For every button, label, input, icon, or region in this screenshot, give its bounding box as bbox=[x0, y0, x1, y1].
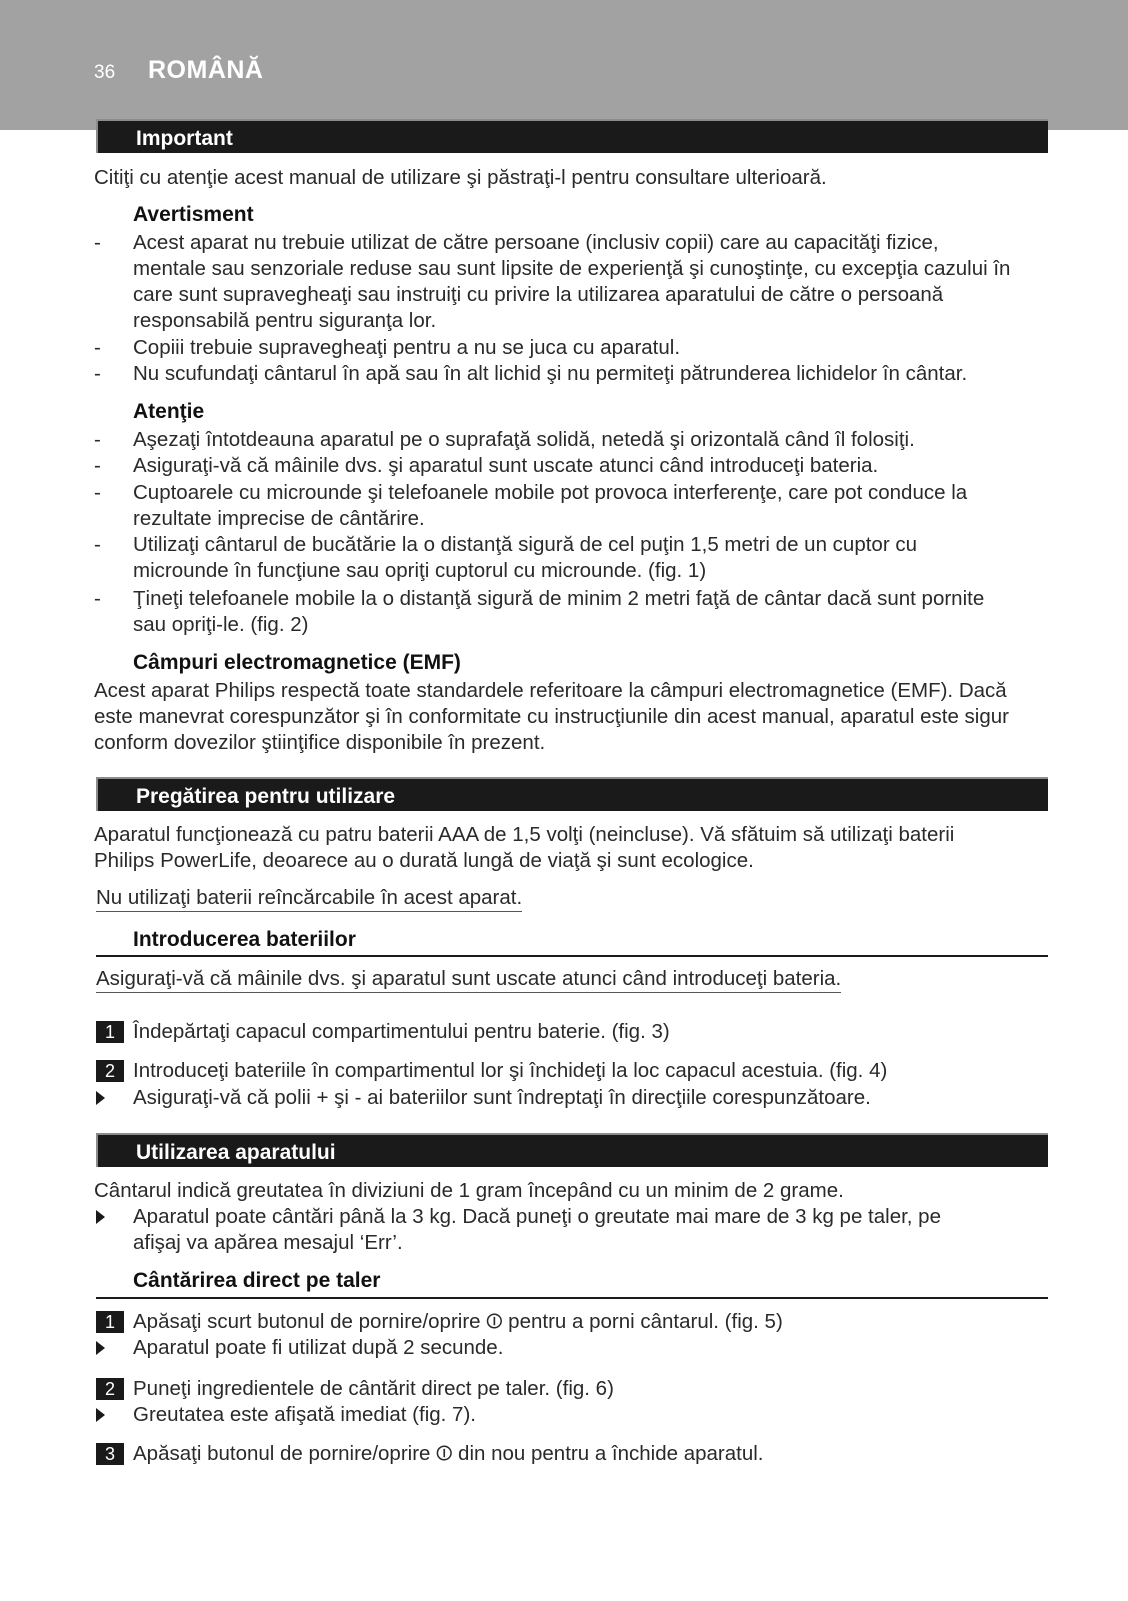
heading-rule bbox=[96, 955, 1048, 957]
step-number: 1 bbox=[96, 1311, 124, 1333]
preparation-line: Philips PowerLife, deoarece au o durată lungă de viaţă şi sunt ecologice. bbox=[94, 849, 754, 872]
usage-result-line: Aparatul poate cântări până la 3 kg. Dacă puneţi o greutate mai mare de 3 kg pe taler, pe bbox=[133, 1205, 941, 1228]
caution-heading: Atenţie bbox=[133, 400, 205, 423]
step-text: Apăsaţi scurt butonul de pornire/oprire ⏼ pentru a porni cântarul. (fig. 5) bbox=[133, 1310, 783, 1333]
warning-line: responsabilă pentru siguranţa lor. bbox=[133, 309, 437, 332]
warning-heading: Avertisment bbox=[133, 203, 254, 226]
warning-line: Nu scufundaţi cântarul în apă sau în alt lichid şi nu permiteţi pătrunderea lichidelor în cântar. bbox=[133, 362, 968, 385]
usage-result-line: afişaj va apărea mesajul ‘Err’. bbox=[133, 1231, 403, 1254]
step-text: Puneţi ingredientele de cântărit direct pe taler. (fig. 6) bbox=[133, 1377, 614, 1400]
warning-line: care sunt supravegheaţi sau instruiţi cu privire la utilizarea aparatului de către o persoană bbox=[133, 283, 944, 306]
caution-line: microunde în funcţiune sau opriţi cuptorul cu microunde. (fig. 1) bbox=[133, 559, 707, 582]
bullet-dash: - bbox=[94, 533, 101, 556]
page-header bbox=[0, 0, 1128, 130]
bullet-dash: - bbox=[94, 231, 101, 254]
emf-line: Acest aparat Philips respectă toate standardele referitoare la câmpuri electromagnetice (EMF). Dacă bbox=[94, 679, 1007, 702]
bullet-dash: - bbox=[94, 336, 101, 359]
battery-heading: Introducerea bateriilor bbox=[133, 928, 356, 951]
warning-line: Acest aparat nu trebuie utilizat de către persoane (inclusiv copii) care au capacităţi fizice, bbox=[133, 231, 939, 254]
bullet-dash: - bbox=[94, 454, 101, 477]
result-arrow-icon bbox=[96, 1210, 105, 1224]
result-arrow-icon bbox=[96, 1341, 105, 1355]
usage-intro: Cântarul indică greutatea în diviziuni de 1 gram începând cu un minim de 2 grame. bbox=[94, 1179, 844, 1202]
result-arrow-icon bbox=[96, 1408, 105, 1422]
step-result: Aparatul poate fi utilizat după 2 secunde. bbox=[133, 1336, 504, 1359]
bullet-dash: - bbox=[94, 428, 101, 451]
section-heading-usage: Utilizarea aparatului bbox=[96, 1133, 1048, 1167]
weigh-heading: Cântărirea direct pe taler bbox=[133, 1269, 381, 1292]
page-number: 36 bbox=[94, 62, 116, 83]
preparation-line: Aparatul funcţionează cu patru baterii AAA de 1,5 volţi (neincluse). Vă sfătuim să utilizaţi baterii bbox=[94, 823, 955, 846]
step-result: Greutatea este afişată imediat (fig. 7). bbox=[133, 1403, 476, 1426]
caution-line: Ţineţi telefoanele mobile la o distanţă sigură de minim 2 metri faţă de cântar dacă sunt pornite bbox=[133, 587, 985, 610]
emf-line: conform dovezilor ştiinţifice disponibile în prezent. bbox=[94, 731, 546, 754]
step-text: Îndepărtaţi capacul compartimentului pentru baterie. (fig. 3) bbox=[133, 1020, 670, 1043]
step-text: Apăsaţi butonul de pornire/oprire ⏼ din nou pentru a închide aparatul. bbox=[133, 1442, 764, 1465]
caution-line: rezultate imprecise de cântărire. bbox=[133, 507, 425, 530]
step-text: Introduceţi bateriile în compartimentul lor şi închideţi la loc capacul acestuia. (fig. 4) bbox=[133, 1059, 888, 1082]
intro-text: Citiţi cu atenţie acest manual de utilizare şi păstraţi-l pentru consultare ulterioară. bbox=[94, 166, 827, 189]
step-number: 2 bbox=[96, 1060, 124, 1082]
bullet-dash: - bbox=[94, 362, 101, 385]
battery-dry-note: Asiguraţi-vă că mâinile dvs. şi aparatul sunt uscate atunci când introduceţi bateria. bbox=[96, 967, 841, 993]
caution-line: Cuptoarele cu microunde şi telefoanele mobile pot provoca interferenţe, care pot conduce la bbox=[133, 481, 968, 504]
bullet-dash: - bbox=[94, 481, 101, 504]
emf-heading: Câmpuri electromagnetice (EMF) bbox=[133, 651, 461, 674]
bullet-dash: - bbox=[94, 587, 101, 610]
caution-line: Utilizaţi cântarul de bucătărie la o distanţă sigură de cel puţin 1,5 metri de un cuptor cu bbox=[133, 533, 917, 556]
step-number: 3 bbox=[96, 1443, 124, 1465]
emf-line: este manevrat corespunzător şi în conformitate cu instrucţiunile din acest manual, aparatul este sigur bbox=[94, 705, 1009, 728]
section-heading-important: Important bbox=[96, 119, 1048, 153]
warning-line: mentale sau senzoriale reduse sau sunt lipsite de experienţă şi cunoştinţe, cu excepţia cazului în bbox=[133, 257, 1011, 280]
no-rechargeable-note: Nu utilizaţi baterii reîncărcabile în acest aparat. bbox=[96, 886, 522, 912]
section-heading-preparation: Pregătirea pentru utilizare bbox=[96, 777, 1048, 811]
caution-line: sau opriţi-le. (fig. 2) bbox=[133, 613, 309, 636]
caution-line: Aşezaţi întotdeauna aparatul pe o suprafaţă solidă, netedă şi orizontală când îl folosiţi. bbox=[133, 428, 915, 451]
result-arrow-icon bbox=[96, 1091, 105, 1105]
warning-line: Copiii trebuie supravegheaţi pentru a nu se juca cu aparatul. bbox=[133, 336, 681, 359]
language-title: ROMÂNĂ bbox=[148, 56, 264, 84]
step-number: 1 bbox=[96, 1021, 124, 1043]
step-number: 2 bbox=[96, 1378, 124, 1400]
step-result: Asiguraţi-vă că polii + şi - ai bateriilor sunt îndreptaţi în direcţiile corespunzătoare. bbox=[133, 1086, 871, 1109]
heading-rule bbox=[96, 1297, 1048, 1299]
caution-line: Asiguraţi-vă că mâinile dvs. şi aparatul sunt uscate atunci când introduceţi bateria. bbox=[133, 454, 879, 477]
